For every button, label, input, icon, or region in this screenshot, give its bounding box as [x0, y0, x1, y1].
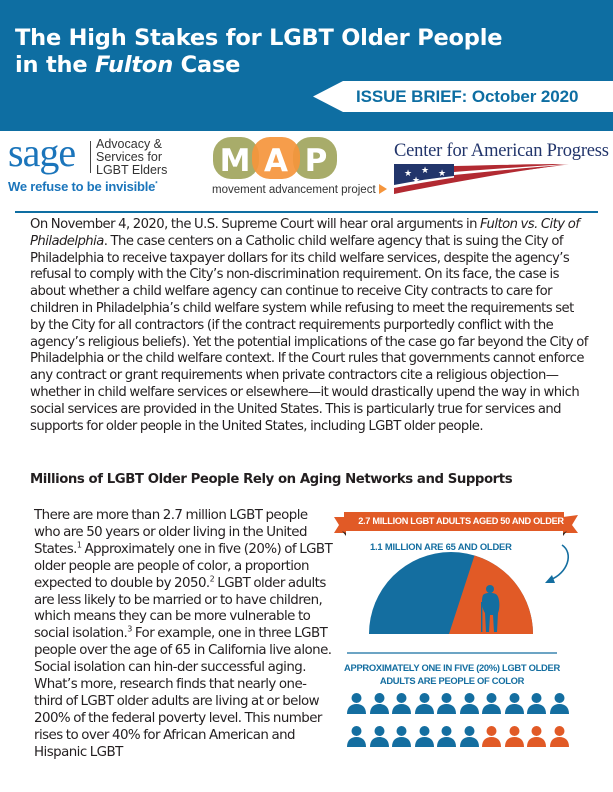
infographic — [330, 505, 613, 750]
person-icon — [370, 726, 389, 747]
sage-tagline — [8, 179, 157, 194]
label-65-plus: 1.1 MILLION ARE 65 AND OLDER — [370, 541, 512, 552]
person-icon — [370, 693, 389, 714]
people-row — [347, 726, 573, 747]
people-icon-grid — [347, 693, 573, 759]
person-icon — [460, 693, 479, 714]
person-icon-poc — [550, 726, 569, 747]
title-line-2-suffix: Case — [173, 52, 241, 78]
intro-text-2: . The case centers on a Catholic child welfare agency that is suing the City of Philadelphia to receive taxpayer dollars for its child welfare services, despite the agency’s refusal to comply with the City’s non-discrimination requirement. On its face, the case is about whether a child welfare agency can continue to receive City contracts to care for children in Philadelphia’s child welfare system while refusing to meet the requirements set by the City for all contractors (if the contract requirements purportedly conflict with the agency’s religious beliefs). Yet the potential implications of the case go far beyond the City of Philadelphia or the child welfare context. If the Court rules that governments cannot enforce any contract or grant requirements when private contractors cite a religious objection—whether in child welfare services or elsewhere—it would drastically upend the way in which social services are provided in the United States. This is particularly true for services and supports for older people in the United States, including LGBT older people. — [30, 233, 588, 434]
footnote-ref[interactable]: 1 — [76, 540, 82, 550]
flag-swoosh-icon — [394, 164, 569, 194]
map-subtitle — [212, 184, 387, 196]
section-body — [34, 508, 334, 762]
section-heading: Millions of LGBT Older People Rely on Aging Networks and Supports — [30, 472, 513, 487]
title-line-1: The High Stakes for LGBT Older People — [15, 25, 503, 51]
header-band — [0, 0, 613, 131]
sage-subtitle-line: Advocacy & — [96, 137, 163, 151]
svg-text:★: ★ — [438, 168, 447, 178]
title-case-name: Fulton — [95, 52, 174, 78]
age-semicircle — [369, 552, 533, 634]
person-icon-poc — [527, 726, 546, 747]
sage-divider — [90, 141, 91, 173]
partner-logos — [0, 131, 613, 206]
header-divider — [15, 211, 598, 213]
map-letters-graphic — [213, 137, 337, 179]
person-icon — [437, 693, 456, 714]
sage-tagline-text: We refuse to be invisible — [8, 179, 156, 194]
cap-wordmark: Center for American Progress — [394, 141, 609, 161]
person-icon — [505, 693, 524, 714]
sage-subtitle-line: LGBT Elders — [96, 163, 168, 177]
curved-arrow-icon — [550, 545, 568, 580]
banner-text: 2.7 MILLION LGBT ADULTS AGED 50 AND OLDER — [358, 516, 564, 526]
body-text: LGBT older adults are less likely to be married or to have children, which means they can be more vulnerable to social isolation. — [34, 575, 326, 642]
body-text: There are more than 2.7 million LGBT people who are 50 years or older living in the United States. — [34, 508, 308, 557]
person-icon-poc — [505, 726, 524, 747]
footnote-ref[interactable]: 2 — [209, 574, 215, 584]
person-icon — [415, 726, 434, 747]
page-title — [15, 25, 502, 79]
person-icon — [392, 693, 411, 714]
person-icon — [437, 726, 456, 747]
person-icon — [392, 726, 411, 747]
arrow-head — [545, 575, 555, 583]
sage-subtitle — [96, 138, 167, 177]
person-icon — [482, 693, 501, 714]
svg-text:★: ★ — [412, 175, 421, 185]
people-row — [347, 693, 573, 714]
intro-case-name: Fulton vs. City of Philadelphia — [30, 217, 580, 249]
body-text: Approximately one in five (20%) of LGBT older people are people of color, a proportion expected to double by 2050. — [34, 541, 333, 591]
svg-text:★: ★ — [421, 165, 430, 175]
map-letter-p: P — [304, 143, 328, 179]
map-letter-a: A — [264, 143, 288, 179]
title-line-2-prefix: in the — [15, 52, 96, 78]
person-icon — [415, 693, 434, 714]
play-arrow-icon — [379, 184, 387, 194]
intro-text-1: On November 4, 2020, the U.S. Supreme Court will hear oral arguments in — [30, 217, 481, 232]
map-letter-m: M — [219, 143, 251, 179]
person-icon-poc — [482, 726, 501, 747]
person-icon — [550, 693, 569, 714]
poc-caption: APPROXIMATELY ONE IN FIVE (20%) LGBT OLDER ADULTS ARE PEOPLE OF COLOR — [344, 662, 560, 686]
intro-paragraph — [30, 217, 590, 435]
map-subtitle-text: movement advancement project — [212, 184, 376, 196]
person-icon — [527, 693, 546, 714]
sage-wordmark: sage — [8, 130, 76, 175]
sage-tagline-mark: * — [155, 181, 158, 188]
svg-text:★: ★ — [404, 168, 413, 178]
person-icon — [347, 726, 366, 747]
issue-brief-label: ISSUE BRIEF: October 2020 — [356, 87, 579, 106]
body-text: For example, one in three LGBT people over the age of 65 in California live alone. Social isolation can hin-der successful aging. What’s more, research finds that nearly one-third of LGBT older adults are living at or below 200% of the federal poverty level. This number rises to over 40% for African American and Hispanic LGBT — [34, 626, 332, 760]
footnote-ref[interactable]: 3 — [127, 624, 132, 634]
person-icon — [347, 693, 366, 714]
sage-subtitle-line: Services for — [96, 150, 162, 164]
person-icon — [460, 726, 479, 747]
issue-brief-tag — [313, 81, 613, 112]
